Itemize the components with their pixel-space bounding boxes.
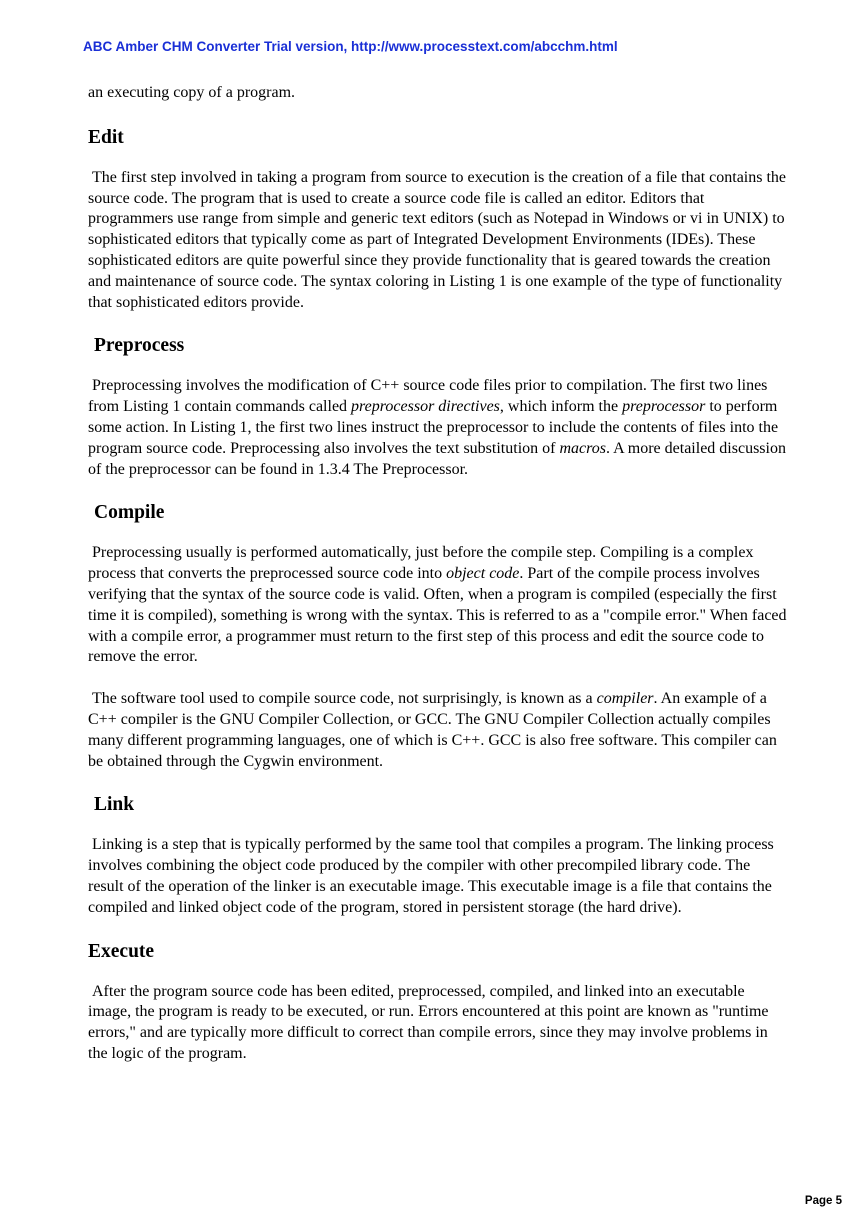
link-paragraph: Linking is a step that is typically performed by the same tool that compiles a program. The linking process involves combining the object code produced by the compiler with other precompiled library code. The result of the operation of the linker is an executable image. This executable image is a file that contains the compiled and linked object code of the program, stored in persistent storage (the hard drive). [88, 836, 774, 916]
intro-text: an executing copy of a program. [88, 84, 296, 101]
converter-trial-banner: ABC Amber CHM Converter Trial version, http://www.processtext.com/abcchm.html [83, 39, 618, 54]
document-body [88, 83, 788, 1065]
edit-paragraph: The first step involved in taking a program from source to execution is the creation of a file that contains the source code. The program that is used to create a source code file is called an editor. Editors that programmers use range from simple and generic text editors (such as Notepad in Windows or vi in UNIX) to sophisticated editors that typically come as part of Integrated Development Environments (IDEs). These sophisticated editors are quite powerful since they provide functionality that is geared towards the creation and maintenance of source code. The syntax coloring in Listing 1 is one example of the type of functionality that sophisticated editors provide. [88, 168, 787, 311]
page-number: Page 5 [804, 1195, 842, 1207]
term-object-code: object code [446, 565, 520, 583]
compile-paragraph-2 [88, 689, 788, 772]
compile-paragraph-1 [88, 543, 788, 668]
compile-text-part: . An example of a C++ compiler is the GNU Compiler Collection, or GCC. The GNU Compiler Collection actually compiles many different programming languages, one of which is C++. GCC is also free software. This compiler can be obtained through the Cygwin environment. [88, 690, 777, 770]
preprocess-text-part: Preprocessing involves the modification of C++ source code files prior to compilation. The first two lines from Listing 1 contain commands called [88, 377, 768, 416]
heading-link: Link [94, 794, 135, 816]
execute-paragraph: After the program source code has been edited, preprocessed, compiled, and linked into an executable image, the program is ready to be executed, or run. Errors encountered at this point are known as "runtime errors," and are typically more difficult to correct than compile errors, since they may involve problems in the logic of the program. [88, 982, 769, 1062]
preprocess-text-part: . A more detailed discussion of the preprocessor can be found in 1.3.4 The Preprocessor. [88, 439, 786, 478]
heading-preprocess: Preprocess [94, 335, 185, 357]
preprocess-text-part: to perform some action. In Listing 1, the first two lines instruct the preprocessor to include the contents of files into the program source code. Preprocessing also involves the text substitution of [88, 398, 779, 457]
compile-text-part: . Part of the compile process involves verifying that the syntax of the source code is valid. Often, when a program is compiled (especially the first time it is compiled), something is wrong with the syntax. This is referred to as a "compile error." When faced with a compile error, a programmer must return to the first step of this process and edit the source code to remove the error. [88, 565, 787, 666]
preprocess-text-part: , which inform the [499, 398, 623, 416]
heading-execute: Execute [88, 940, 155, 962]
preprocess-paragraph [88, 376, 788, 480]
term-preprocessor: preprocessor [622, 398, 706, 416]
term-compiler: compiler [596, 690, 654, 708]
term-preprocessor-directives: preprocessor directives [351, 398, 500, 416]
compile-text-part: Preprocessing usually is performed automatically, just before the compile step. Compiling is a complex process that converts the preprocessed source code into [88, 544, 754, 583]
term-macros: macros [559, 439, 606, 457]
compile-text-part: The software tool used to compile source code, not surprisingly, is known as a [92, 690, 597, 708]
heading-edit: Edit [88, 126, 124, 148]
heading-compile: Compile [94, 502, 165, 524]
